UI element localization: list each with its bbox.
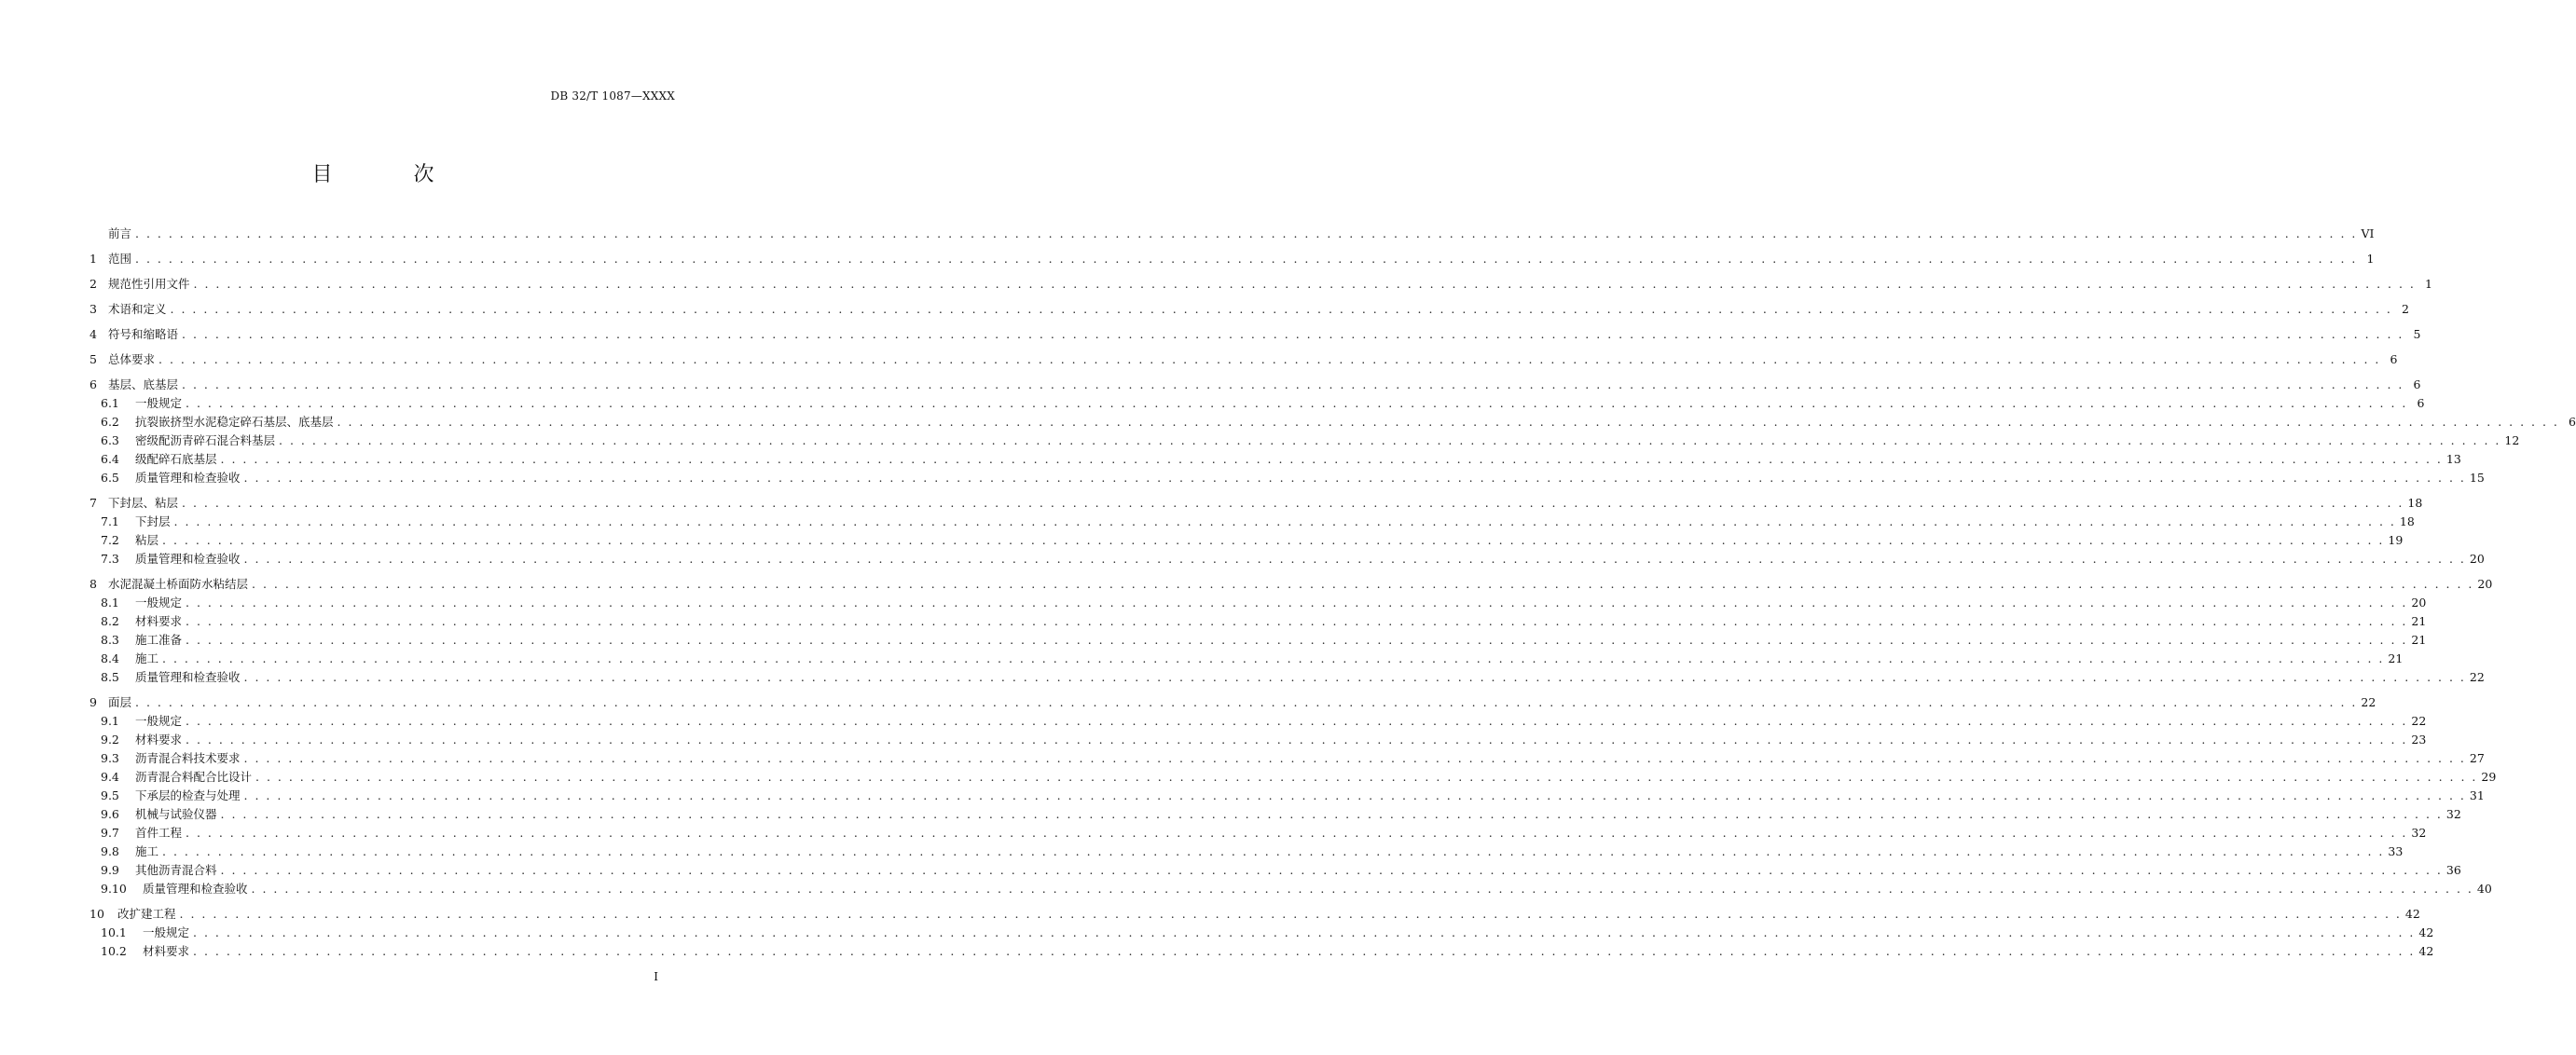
toc-leader-dots: . . . . . . . . . . . . . . . . . . . . . . . . . . . . . . . . . . . . . . . . . . . . . . . . . . . . . . . . . . . . . . . . . . . . . . . . . . . . . . . . . . . . . . . . . . . . . . . . . . . . . . . . . . . . . . . . . . . . . . . . . . . . . . . . . . . . . . . . . . . . . . . . . . . . . . . . . . . . . . . . . . . . . . . . . . . . . . . . . . . . . . . . . . . . . . . . . . . . . . . . xyxy=(186,633,2408,647)
toc-entry-number: 9.10 xyxy=(101,882,127,896)
toc-entry-page: 20 xyxy=(2477,577,2493,591)
toc-entry[interactable] xyxy=(90,824,2427,843)
toc-entry-title: 一般规定 xyxy=(135,396,183,410)
toc-entry-title: 水泥混凝土桥面防水粘结层 xyxy=(108,577,249,591)
toc-entry[interactable] xyxy=(90,300,2409,319)
toc-leader-dots: . . . . . . . . . . . . . . . . . . . . . . . . . . . . . . . . . . . . . . . . . . . . . . . . . . . . . . . . . . . . . . . . . . . . . . . . . . . . . . . . . . . . . . . . . . . . . . . . . . . . . . . . . . . . . . . . . . . . . . . . . . . . . . . . . . . . . . . . . . . . . . . . . . . . . . . . . . . . . . . . . . . . . . . . . . . . . . . . . . . . . . . . . . . . . . . . . . . . . . . . xyxy=(220,863,2443,877)
toc-entry-title: 其他沥青混合料 xyxy=(135,863,217,877)
toc-entry-number: 9 xyxy=(90,695,97,709)
toc-leader-dots: . . . . . . . . . . . . . . . . . . . . . . . . . . . . . . . . . . . . . . . . . . . . . . . . . . . . . . . . . . . . . . . . . . . . . . . . . . . . . . . . . . . . . . . . . . . . . . . . . . . . . . . . . . . . . . . . . . . . . . . . . . . . . . . . . . . . . . . . . . . . . . . . . . . . . . . . . . . . . . . . . . . . . . . . . . . . . . . . . . . . . . . . . . . . . . . . . . . . . . . . xyxy=(162,533,2385,547)
toc-entry[interactable] xyxy=(90,787,2485,805)
toc-entry[interactable] xyxy=(90,394,2425,413)
toc-entry-title: 前言 xyxy=(108,226,132,240)
toc-entry-title: 抗裂嵌挤型水泥稳定碎石基层、底基层 xyxy=(135,415,334,429)
toc-leader-dots: . . . . . . . . . . . . . . . . . . . . . . . . . . . . . . . . . . . . . . . . . . . . . . . . . . . . . . . . . . . . . . . . . . . . . . . . . . . . . . . . . . . . . . . . . . . . . . . . . . . . . . . . . . . . . . . . . . . . . . . . . . . . . . . . . . . . . . . . . . . . . . . . . . . . . . . . . . . . . . . . . . . . . . . . . . . . . . . . . . . . . . . . . . . . . . . . . . . . . . . . xyxy=(173,514,2396,528)
toc-entry-page: 22 xyxy=(2411,714,2427,728)
toc-entry-title: 一般规定 xyxy=(143,925,190,939)
toc-entry-title: 材料要求 xyxy=(135,733,183,747)
toc-entry-number: 9.6 xyxy=(101,807,119,821)
toc-entry[interactable] xyxy=(90,631,2427,650)
toc-entry-number: 9.2 xyxy=(101,733,119,747)
toc-entry-title: 术语和定义 xyxy=(108,302,167,316)
toc-entry-page: 12 xyxy=(2504,433,2520,447)
document-code: DB 32/T 1087—XXXX xyxy=(550,89,675,103)
toc-entry[interactable] xyxy=(90,531,2404,550)
toc-entry-page: 6 xyxy=(2417,396,2425,410)
toc-entry-title: 首件工程 xyxy=(135,826,183,840)
toc-entry-page: 36 xyxy=(2445,863,2461,877)
toc-entry-page: 40 xyxy=(2476,882,2492,896)
toc-entry-number: 8.1 xyxy=(101,596,119,610)
toc-entry-page: 1 xyxy=(2366,252,2375,266)
toc-entry-title: 材料要求 xyxy=(143,944,190,958)
toc-leader-dots: . . . . . . . . . . . . . . . . . . . . . . . . . . . . . . . . . . . . . . . . . . . . . . . . . . . . . . . . . . . . . . . . . . . . . . . . . . . . . . . . . . . . . . . . . . . . . . . . . . . . . . . . . . . . . . . . . . . . . . . . . . . . . . . . . . . . . . . . . . . . . . . . . . . . . . . . . . . . . . . . . . . . . . . . . . . . . . . . . . . . . . . . . . . . . . . . . . . . . . . . xyxy=(220,452,2443,466)
table-of-contents xyxy=(90,225,2576,961)
toc-entry-title: 施工 xyxy=(135,651,159,665)
toc-entry-number: 10 xyxy=(90,907,104,921)
toc-leader-dots: . . . . . . . . . . . . . . . . . . . . . . . . . . . . . . . . . . . . . . . . . . . . . . . . . . . . . . . . . . . . . . . . . . . . . . . . . . . . . . . . . . . . . . . . . . . . . . . . . . . . . . . . . . . . . . . . . . . . . . . . . . . . . . . . . . . . . . . . . . . . . . . . . . . . . . . . . . . . . . . . . . . . . . . . . . . . . . . . . . . . . . . . . . . . . . . . . . . . . . . . xyxy=(186,826,2408,840)
toc-entry-page: 6 xyxy=(2413,377,2421,391)
toc-entry-number: 6.1 xyxy=(101,396,119,410)
toc-entry-title: 下封层 xyxy=(135,514,171,528)
toc-entry-title: 密级配沥青碎石混合料基层 xyxy=(135,433,276,447)
toc-entry-page: 42 xyxy=(2418,925,2434,939)
toc-entry-number: 2 xyxy=(90,277,97,291)
toc-leader-dots: . . . . . . . . . . . . . . . . . . . . . . . . . . . . . . . . . . . . . . . . . . . . . . . . . . . . . . . . . . . . . . . . . . . . . . . . . . . . . . . . . . . . . . . . . . . . . . . . . . . . . . . . . . . . . . . . . . . . . . . . . . . . . . . . . . . . . . . . . . . . . . . . . . . . . . . . . . . . . . . . . . . . . . . . . . . . . . . . . . . . . . . . . . . . . . . . . . . . . . . . xyxy=(158,352,2381,366)
toc-entry-title: 机械与试验仪器 xyxy=(135,807,217,821)
toc-entry-number: 9.4 xyxy=(101,770,119,784)
toc-entry[interactable] xyxy=(90,731,2427,749)
toc-entry[interactable] xyxy=(90,861,2461,880)
toc-entry-page: VI xyxy=(2361,226,2375,240)
toc-leader-dots: . . . . . . . . . . . . . . . . . . . . . . . . . . . . . . . . . . . . . . . . . . . . . . . . . . . . . . . . . . . . . . . . . . . . . . . . . . . . . . . . . . . . . . . . . . . . . . . . . . . . . . . . . . . . . . . . . . . . . . . . . . . . . . . . . . . . . . . . . . . . . . . . . . . . . . . . . . . . . . . . . . . . . . . . . . . . . . . . . . . . . . . . . . . . . . . . . . . . . . . . xyxy=(182,496,2404,510)
toc-entry-title: 总体要求 xyxy=(108,352,156,366)
toc-entry-number: 7.2 xyxy=(101,533,119,547)
toc-entry-title: 施工 xyxy=(135,844,159,858)
toc-entry-title: 改扩建工程 xyxy=(117,907,176,921)
toc-entry[interactable] xyxy=(90,843,2404,861)
toc-entry-page: 22 xyxy=(2469,670,2485,684)
toc-entry[interactable] xyxy=(90,768,2497,787)
toc-leader-dots: . . . . . . . . . . . . . . . . . . . . . . . . . . . . . . . . . . . . . . . . . . . . . . . . . . . . . . . . . . . . . . . . . . . . . . . . . . . . . . . . . . . . . . . . . . . . . . . . . . . . . . . . . . . . . . . . . . . . . . . . . . . . . . . . . . . . . . . . . . . . . . . . . . . . . . . . . . . . . . . . . . . . . . . . . . . . . . . . . . . . . . . . . . . . . . . . . . . . . . . . xyxy=(186,733,2408,747)
toc-entry[interactable] xyxy=(90,668,2485,687)
toc-entry[interactable] xyxy=(90,450,2461,469)
toc-leader-dots: . . . . . . . . . . . . . . . . . . . . . . . . . . . . . . . . . . . . . . . . . . . . . . . . . . . . . . . . . . . . . . . . . . . . . . . . . . . . . . . . . . . . . . . . . . . . . . . . . . . . . . . . . . . . . . . . . . . . . . . . . . . . . . . . . . . . . . . . . . . . . . . . . . . . . . . . . . . . . . . . . . . . . . . . . . . . . . . . . . . . . . . . . . . . . . . . . . . . . . . . xyxy=(186,714,2408,728)
toc-entry[interactable] xyxy=(90,225,2375,243)
toc-entry-number: 7.3 xyxy=(101,552,119,566)
toc-entry-page: 31 xyxy=(2469,788,2485,802)
toc-entry-page: 19 xyxy=(2388,533,2404,547)
toc-entry-title: 规范性引用文件 xyxy=(108,277,190,291)
toc-entry[interactable] xyxy=(90,350,2398,369)
toc-entry-page: 21 xyxy=(2411,633,2427,647)
toc-entry-title: 基层、底基层 xyxy=(108,377,179,391)
toc-entry[interactable] xyxy=(90,413,2576,432)
toc-leader-dots: . . . . . . . . . . . . . . . . . . . . . . . . . . . . . . . . . . . . . . . . . . . . . . . . . . . . . . . . . . . . . . . . . . . . . . . . . . . . . . . . . . . . . . . . . . . . . . . . . . . . . . . . . . . . . . . . . . . . . . . . . . . . . . . . . . . . . . . . . . . . . . . . . . . . . . . . . . . . . . . . . . . . . . . . . . . . . . . . . . . . . . . . . . . . . . . . . . . . . . . . xyxy=(182,327,2404,341)
toc-entry-page: 32 xyxy=(2411,826,2427,840)
toc-entry-number: 6.2 xyxy=(101,415,119,429)
toc-entry-number: 6 xyxy=(90,377,97,391)
toc-entry-number: 9.7 xyxy=(101,826,119,840)
toc-entry-title: 下承层的检查与处理 xyxy=(135,788,241,802)
toc-entry-title: 范围 xyxy=(108,252,132,266)
toc-entry-number: 8.3 xyxy=(101,633,119,647)
toc-entry-page: 27 xyxy=(2469,751,2485,765)
toc-entry-title: 面层 xyxy=(108,695,132,709)
toc-leader-dots: . . . . . . . . . . . . . . . . . . . . . . . . . . . . . . . . . . . . . . . . . . . . . . . . . . . . . . . . . . . . . . . . . . . . . . . . . . . . . . . . . . . . . . . . . . . . . . . . . . . . . . . . . . . . . . . . . . . . . . . . . . . . . . . . . . . . . . . . . . . . . . . . . . . . . . . . . . . . . . . . . . . . . . . . . . . . . . . . . . . . . . . . . . . . . . . . . . . . . . . . xyxy=(193,925,2416,939)
toc-entry-page: 20 xyxy=(2411,596,2427,610)
toc-entry-number: 9.8 xyxy=(101,844,119,858)
toc-entry-number: 8.5 xyxy=(101,670,119,684)
toc-entry-number: 3 xyxy=(90,302,97,316)
toc-entry-page: 20 xyxy=(2469,552,2485,566)
toc-entry[interactable] xyxy=(90,513,2415,531)
toc-entry-page: 32 xyxy=(2445,807,2461,821)
toc-entry-title: 质量管理和检查验收 xyxy=(143,882,248,896)
toc-entry-title: 符号和缩略语 xyxy=(108,327,179,341)
toc-entry-page: 15 xyxy=(2469,471,2485,485)
toc-entry[interactable] xyxy=(90,905,2420,924)
toc-entry-page: 2 xyxy=(2401,302,2409,316)
toc-entry[interactable] xyxy=(90,942,2434,961)
toc-leader-dots: . . . . . . . . . . . . . . . . . . . . . . . . . . . . . . . . . . . . . . . . . . . . . . . . . . . . . . . . . . . . . . . . . . . . . . . . . . . . . . . . . . . . . . . . . . . . . . . . . . . . . . . . . . . . . . . . . . . . . . . . . . . . . . . . . . . . . . . . . . . . . . . . . . . . . . . . . . . . . . . . . . . . . . . . . . . . . . . . . . . . . . . . . . . . . . . . . . . . . . . . xyxy=(182,377,2404,391)
toc-entry[interactable] xyxy=(90,550,2485,569)
toc-entry[interactable] xyxy=(90,469,2485,487)
toc-entry-number: 8.4 xyxy=(101,651,119,665)
toc-entry-number: 7.1 xyxy=(101,514,119,528)
toc-entry-page: 29 xyxy=(2481,770,2497,784)
toc-entry-number: 9.3 xyxy=(101,751,119,765)
toc-entry[interactable] xyxy=(90,924,2434,942)
toc-leader-dots: . . . . . . . . . . . . . . . . . . . . . . . . . . . . . . . . . . . . . . . . . . . . . . . . . . . . . . . . . . . . . . . . . . . . . . . . . . . . . . . . . . . . . . . . . . . . . . . . . . . . . . . . . . . . . . . . . . . . . . . . . . . . . . . . . . . . . . . . . . . . . . . . . . . . . . . . . . . . . . . . . . . . . . . . . . . . . . . . . . . . . . . . . . . . . . . . . . . . . . . . xyxy=(186,614,2408,628)
toc-entry-page: 1 xyxy=(2424,277,2432,291)
toc-entry-number: 10.2 xyxy=(101,944,127,958)
toc-entry-page: 21 xyxy=(2388,651,2404,665)
toc-entry-title: 下封层、粘层 xyxy=(108,496,179,510)
toc-entry-number: 1 xyxy=(90,252,97,266)
toc-entry-number: 6.5 xyxy=(101,471,119,485)
toc-entry-number: 9.5 xyxy=(101,788,119,802)
toc-entry-number: 6.3 xyxy=(101,433,119,447)
toc-entry-page: 42 xyxy=(2404,907,2420,921)
toc-leader-dots: . . . . . . . . . . . . . . . . . . . . . . . . . . . . . . . . . . . . . . . . . . . . . . . . . . . . . . . . . . . . . . . . . . . . . . . . . . . . . . . . . . . . . . . . . . . . . . . . . . . . . . . . . . . . . . . . . . . . . . . . . . . . . . . . . . . . . . . . . . . . . . . . . . . . . . . . . . . . . . . . . . . . . . . . . . . . . . . . . . . . . . . . . . . . . . . . . . . . . . . . xyxy=(243,670,2466,684)
toc-entry-title: 沥青混合料技术要求 xyxy=(135,751,241,765)
toc-leader-dots: . . . . . . . . . . . . . . . . . . . . . . . . . . . . . . . . . . . . . . . . . . . . . . . . . . . . . . . . . . . . . . . . . . . . . . . . . . . . . . . . . . . . . . . . . . . . . . . . . . . . . . . . . . . . . . . . . . . . . . . . . . . . . . . . . . . . . . . . . . . . . . . . . . . . . . . . . . . . . . . . . . . . . . . . . . . . . . . . . . . . . . . . . . . . . . . . . . . . . . . . xyxy=(179,907,2402,921)
toc-entry-number: 10.1 xyxy=(101,925,127,939)
toc-entry[interactable] xyxy=(90,880,2492,898)
toc-entry-page: 33 xyxy=(2388,844,2404,858)
toc-entry-title: 沥青混合料配合比设计 xyxy=(135,770,253,784)
toc-entry-page: 13 xyxy=(2445,452,2461,466)
toc-leader-dots: . . . . . . . . . . . . . . . . . . . . . . . . . . . . . . . . . . . . . . . . . . . . . . . . . . . . . . . . . . . . . . . . . . . . . . . . . . . . . . . . . . . . . . . . . . . . . . . . . . . . . . . . . . . . . . . . . . . . . . . . . . . . . . . . . . . . . . . . . . . . . . . . . . . . . . . . . . . . . . . . . . . . . . . . . . . . . . . . . . . . . . . . . . . . . . . . . . . . . . . . xyxy=(337,415,2559,429)
toc-entry[interactable] xyxy=(90,612,2427,631)
toc-entry-title: 一般规定 xyxy=(135,596,183,610)
toc-entry-page: 22 xyxy=(2361,695,2376,709)
toc-leader-dots: . . . . . . . . . . . . . . . . . . . . . . . . . . . . . . . . . . . . . . . . . . . . . . . . . . . . . . . . . . . . . . . . . . . . . . . . . . . . . . . . . . . . . . . . . . . . . . . . . . . . . . . . . . . . . . . . . . . . . . . . . . . . . . . . . . . . . . . . . . . . . . . . . . . . . . . . . . . . . . . . . . . . . . . . . . . . . . . . . . . . . . . . . . . . . . . . . . . . . . . . xyxy=(193,944,2416,958)
toc-entry-number: 8 xyxy=(90,577,97,591)
toc-title: 目 次 xyxy=(311,163,472,186)
toc-entry-page: 23 xyxy=(2411,733,2427,747)
toc-entry-number: 9.1 xyxy=(101,714,119,728)
toc-entry[interactable] xyxy=(90,432,2520,450)
toc-leader-dots: . . . . . . . . . . . . . . . . . . . . . . . . . . . . . . . . . . . . . . . . . . . . . . . . . . . . . . . . . . . . . . . . . . . . . . . . . . . . . . . . . . . . . . . . . . . . . . . . . . . . . . . . . . . . . . . . . . . . . . . . . . . . . . . . . . . . . . . . . . . . . . . . . . . . . . . . . . . . . . . . . . . . . . . . . . . . . . . . . . . . . . . . . . . . . . . . . . . . . . . . xyxy=(243,751,2466,765)
toc-entry-number: 5 xyxy=(90,352,97,366)
toc-entry[interactable] xyxy=(90,575,2493,594)
toc-leader-dots: . . . . . . . . . . . . . . . . . . . . . . . . . . . . . . . . . . . . . . . . . . . . . . . . . . . . . . . . . . . . . . . . . . . . . . . . . . . . . . . . . . . . . . . . . . . . . . . . . . . . . . . . . . . . . . . . . . . . . . . . . . . . . . . . . . . . . . . . . . . . . . . . . . . . . . . . . . . . . . . . . . . . . . . . . . . . . . . . . . . . . . . . . . . . . . . . . . . . . . . . xyxy=(135,695,2358,709)
toc-entry-page: 6 xyxy=(2568,415,2576,429)
toc-leader-dots: . . . . . . . . . . . . . . . . . . . . . . . . . . . . . . . . . . . . . . . . . . . . . . . . . . . . . . . . . . . . . . . . . . . . . . . . . . . . . . . . . . . . . . . . . . . . . . . . . . . . . . . . . . . . . . . . . . . . . . . . . . . . . . . . . . . . . . . . . . . . . . . . . . . . . . . . . . . . . . . . . . . . . . . . . . . . . . . . . . . . . . . . . . . . . . . . . . . . . . . . xyxy=(243,471,2466,485)
toc-leader-dots: . . . . . . . . . . . . . . . . . . . . . . . . . . . . . . . . . . . . . . . . . . . . . . . . . . . . . . . . . . . . . . . . . . . . . . . . . . . . . . . . . . . . . . . . . . . . . . . . . . . . . . . . . . . . . . . . . . . . . . . . . . . . . . . . . . . . . . . . . . . . . . . . . . . . . . . . . . . . . . . . . . . . . . . . . . . . . . . . . . . . . . . . . . . . . . . . . . . . . . . . xyxy=(193,277,2416,291)
toc-entry[interactable] xyxy=(90,805,2461,824)
toc-leader-dots: . . . . . . . . . . . . . . . . . . . . . . . . . . . . . . . . . . . . . . . . . . . . . . . . . . . . . . . . . . . . . . . . . . . . . . . . . . . . . . . . . . . . . . . . . . . . . . . . . . . . . . . . . . . . . . . . . . . . . . . . . . . . . . . . . . . . . . . . . . . . . . . . . . . . . . . . . . . . . . . . . . . . . . . . . . . . . . . . . . . . . . . . . . . . . . . . . . . . . . . . xyxy=(279,433,2501,447)
toc-entry-page: 18 xyxy=(2407,496,2423,510)
toc-entry[interactable] xyxy=(90,376,2421,394)
toc-entry-page: 5 xyxy=(2413,327,2421,341)
toc-entry-number: 6.4 xyxy=(101,452,119,466)
toc-leader-dots: . . . . . . . . . . . . . . . . . . . . . . . . . . . . . . . . . . . . . . . . . . . . . . . . . . . . . . . . . . . . . . . . . . . . . . . . . . . . . . . . . . . . . . . . . . . . . . . . . . . . . . . . . . . . . . . . . . . . . . . . . . . . . . . . . . . . . . . . . . . . . . . . . . . . . . . . . . . . . . . . . . . . . . . . . . . . . . . . . . . . . . . . . . . . . . . . . . . . . . . . xyxy=(186,396,2408,410)
toc-entry[interactable] xyxy=(90,250,2375,268)
toc-entry[interactable] xyxy=(90,275,2432,294)
toc-entry-page: 6 xyxy=(2390,352,2398,366)
toc-leader-dots: . . . . . . . . . . . . . . . . . . . . . . . . . . . . . . . . . . . . . . . . . . . . . . . . . . . . . . . . . . . . . . . . . . . . . . . . . . . . . . . . . . . . . . . . . . . . . . . . . . . . . . . . . . . . . . . . . . . . . . . . . . . . . . . . . . . . . . . . . . . . . . . . . . . . . . . . . . . . . . . . . . . . . . . . . . . . . . . . . . . . . . . . . . . . . . . . . . . . . . . . xyxy=(135,226,2358,240)
toc-entry[interactable] xyxy=(90,712,2427,731)
toc-entry[interactable] xyxy=(90,650,2404,668)
toc-entry[interactable] xyxy=(90,594,2427,612)
toc-leader-dots: . . . . . . . . . . . . . . . . . . . . . . . . . . . . . . . . . . . . . . . . . . . . . . . . . . . . . . . . . . . . . . . . . . . . . . . . . . . . . . . . . . . . . . . . . . . . . . . . . . . . . . . . . . . . . . . . . . . . . . . . . . . . . . . . . . . . . . . . . . . . . . . . . . . . . . . . . . . . . . . . . . . . . . . . . . . . . . . . . . . . . . . . . . . . . . . . . . . . . . . . xyxy=(220,807,2443,821)
toc-leader-dots: . . . . . . . . . . . . . . . . . . . . . . . . . . . . . . . . . . . . . . . . . . . . . . . . . . . . . . . . . . . . . . . . . . . . . . . . . . . . . . . . . . . . . . . . . . . . . . . . . . . . . . . . . . . . . . . . . . . . . . . . . . . . . . . . . . . . . . . . . . . . . . . . . . . . . . . . . . . . . . . . . . . . . . . . . . . . . . . . . . . . . . . . . . . . . . . . . . . . . . . . xyxy=(252,577,2474,591)
toc-leader-dots: . . . . . . . . . . . . . . . . . . . . . . . . . . . . . . . . . . . . . . . . . . . . . . . . . . . . . . . . . . . . . . . . . . . . . . . . . . . . . . . . . . . . . . . . . . . . . . . . . . . . . . . . . . . . . . . . . . . . . . . . . . . . . . . . . . . . . . . . . . . . . . . . . . . . . . . . . . . . . . . . . . . . . . . . . . . . . . . . . . . . . . . . . . . . . . . . . . . . . . . . xyxy=(170,302,2392,316)
toc-leader-dots: . . . . . . . . . . . . . . . . . . . . . . . . . . . . . . . . . . . . . . . . . . . . . . . . . . . . . . . . . . . . . . . . . . . . . . . . . . . . . . . . . . . . . . . . . . . . . . . . . . . . . . . . . . . . . . . . . . . . . . . . . . . . . . . . . . . . . . . . . . . . . . . . . . . . . . . . . . . . . . . . . . . . . . . . . . . . . . . . . . . . . . . . . . . . . . . . . . . . . . . . xyxy=(135,252,2358,266)
toc-entry[interactable] xyxy=(90,693,2376,712)
page-number: I xyxy=(654,970,658,983)
toc-leader-dots: . . . . . . . . . . . . . . . . . . . . . . . . . . . . . . . . . . . . . . . . . . . . . . . . . . . . . . . . . . . . . . . . . . . . . . . . . . . . . . . . . . . . . . . . . . . . . . . . . . . . . . . . . . . . . . . . . . . . . . . . . . . . . . . . . . . . . . . . . . . . . . . . . . . . . . . . . . . . . . . . . . . . . . . . . . . . . . . . . . . . . . . . . . . . . . . . . . . . . . . . xyxy=(255,770,2478,784)
toc-leader-dots: . . . . . . . . . . . . . . . . . . . . . . . . . . . . . . . . . . . . . . . . . . . . . . . . . . . . . . . . . . . . . . . . . . . . . . . . . . . . . . . . . . . . . . . . . . . . . . . . . . . . . . . . . . . . . . . . . . . . . . . . . . . . . . . . . . . . . . . . . . . . . . . . . . . . . . . . . . . . . . . . . . . . . . . . . . . . . . . . . . . . . . . . . . . . . . . . . . . . . . . . xyxy=(243,788,2466,802)
toc-entry[interactable] xyxy=(90,749,2485,768)
toc-entry-page: 42 xyxy=(2418,944,2434,958)
toc-entry-title: 一般规定 xyxy=(135,714,183,728)
toc-entry-title: 级配碎石底基层 xyxy=(135,452,217,466)
toc-entry-title: 粘层 xyxy=(135,533,159,547)
toc-entry-title: 质量管理和检查验收 xyxy=(135,670,241,684)
toc-entry[interactable] xyxy=(90,325,2421,344)
toc-entry-page: 18 xyxy=(2399,514,2415,528)
toc-entry-title: 质量管理和检查验收 xyxy=(135,471,241,485)
toc-leader-dots: . . . . . . . . . . . . . . . . . . . . . . . . . . . . . . . . . . . . . . . . . . . . . . . . . . . . . . . . . . . . . . . . . . . . . . . . . . . . . . . . . . . . . . . . . . . . . . . . . . . . . . . . . . . . . . . . . . . . . . . . . . . . . . . . . . . . . . . . . . . . . . . . . . . . . . . . . . . . . . . . . . . . . . . . . . . . . . . . . . . . . . . . . . . . . . . . . . . . . . . . xyxy=(251,882,2473,896)
toc-leader-dots: . . . . . . . . . . . . . . . . . . . . . . . . . . . . . . . . . . . . . . . . . . . . . . . . . . . . . . . . . . . . . . . . . . . . . . . . . . . . . . . . . . . . . . . . . . . . . . . . . . . . . . . . . . . . . . . . . . . . . . . . . . . . . . . . . . . . . . . . . . . . . . . . . . . . . . . . . . . . . . . . . . . . . . . . . . . . . . . . . . . . . . . . . . . . . . . . . . . . . . . . xyxy=(243,552,2466,566)
toc-entry-title: 材料要求 xyxy=(135,614,183,628)
toc-entry-title: 施工准备 xyxy=(135,633,183,647)
toc-entry-title: 质量管理和检查验收 xyxy=(135,552,241,566)
toc-entry-number: 8.2 xyxy=(101,614,119,628)
toc-entry[interactable] xyxy=(90,494,2423,513)
toc-leader-dots: . . . . . . . . . . . . . . . . . . . . . . . . . . . . . . . . . . . . . . . . . . . . . . . . . . . . . . . . . . . . . . . . . . . . . . . . . . . . . . . . . . . . . . . . . . . . . . . . . . . . . . . . . . . . . . . . . . . . . . . . . . . . . . . . . . . . . . . . . . . . . . . . . . . . . . . . . . . . . . . . . . . . . . . . . . . . . . . . . . . . . . . . . . . . . . . . . . . . . . . . xyxy=(162,651,2385,665)
toc-entry-number: 7 xyxy=(90,496,97,510)
toc-entry-page: 21 xyxy=(2411,614,2427,628)
toc-leader-dots: . . . . . . . . . . . . . . . . . . . . . . . . . . . . . . . . . . . . . . . . . . . . . . . . . . . . . . . . . . . . . . . . . . . . . . . . . . . . . . . . . . . . . . . . . . . . . . . . . . . . . . . . . . . . . . . . . . . . . . . . . . . . . . . . . . . . . . . . . . . . . . . . . . . . . . . . . . . . . . . . . . . . . . . . . . . . . . . . . . . . . . . . . . . . . . . . . . . . . . . . xyxy=(162,844,2385,858)
toc-leader-dots: . . . . . . . . . . . . . . . . . . . . . . . . . . . . . . . . . . . . . . . . . . . . . . . . . . . . . . . . . . . . . . . . . . . . . . . . . . . . . . . . . . . . . . . . . . . . . . . . . . . . . . . . . . . . . . . . . . . . . . . . . . . . . . . . . . . . . . . . . . . . . . . . . . . . . . . . . . . . . . . . . . . . . . . . . . . . . . . . . . . . . . . . . . . . . . . . . . . . . . . . xyxy=(186,596,2408,610)
toc-entry-number: 9.9 xyxy=(101,863,119,877)
toc-entry-number: 4 xyxy=(90,327,97,341)
